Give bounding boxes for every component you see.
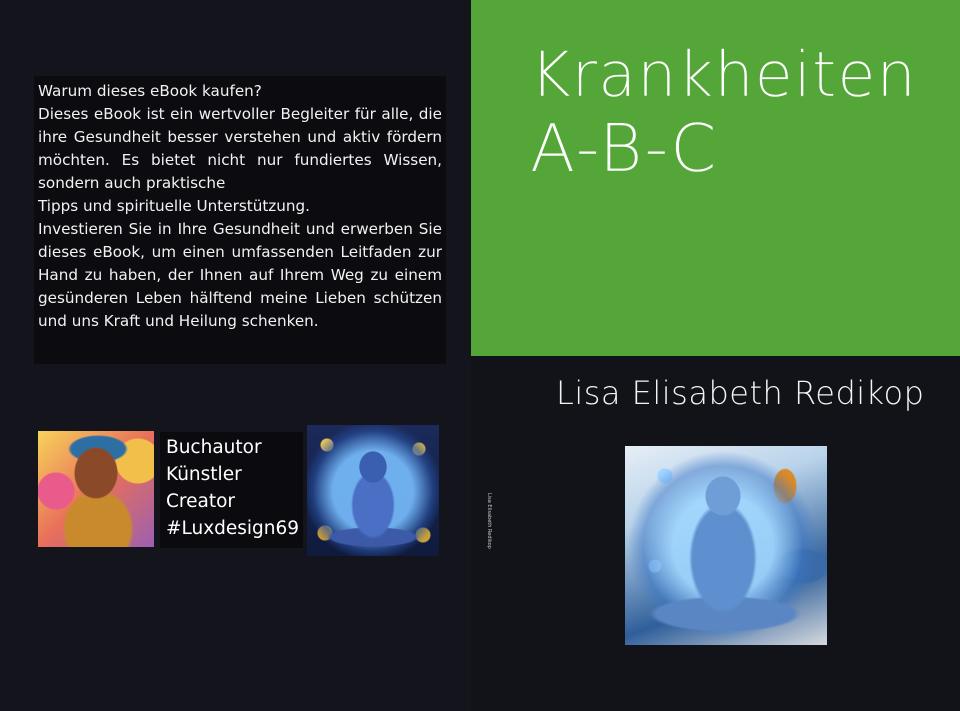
blurb-paragraph: Tipps und spirituelle Unterstützung. xyxy=(38,197,310,215)
book-title-line-2: A-B-C xyxy=(530,110,719,187)
bio-line-role: Künstler xyxy=(166,464,242,485)
meditation-illustration-large xyxy=(625,446,827,645)
blurb-heading: Warum dieses eBook kaufen? xyxy=(38,82,262,100)
blurb-paragraph: Investieren Sie in Ihre Gesundheit und erwerben Sie dieses eBook, um einen umfassenden Leitfaden zur Hand zu haben, der Ihnen auf Ihrem Weg zu einem gesünderen Leben hälftend meine Lieben schützen und uns Kraft und Heilung schenken. xyxy=(38,220,442,330)
spine-author-text: Lisa Elisabeth Redikop xyxy=(486,493,492,549)
bio-line-handle: #Luxdesign69 xyxy=(166,518,300,539)
bio-line-role: Buchautor xyxy=(166,437,262,458)
bio-line-role: Creator xyxy=(166,491,236,512)
author-name: Lisa Elisabeth Redikop xyxy=(556,374,925,412)
meditation-illustration-small xyxy=(307,425,439,556)
author-portrait-image xyxy=(38,431,154,547)
book-title-line-1: Krankheiten xyxy=(530,38,917,111)
blurb-paragraph: Dieses eBook ist ein wertvoller Begleiter für alle, die ihre Gesundheit besser verstehen und aktiv fördern möchten. Es bietet nicht nur fundiertes Wissen, sondern auch praktische xyxy=(38,105,442,192)
blurb-box xyxy=(34,76,446,364)
